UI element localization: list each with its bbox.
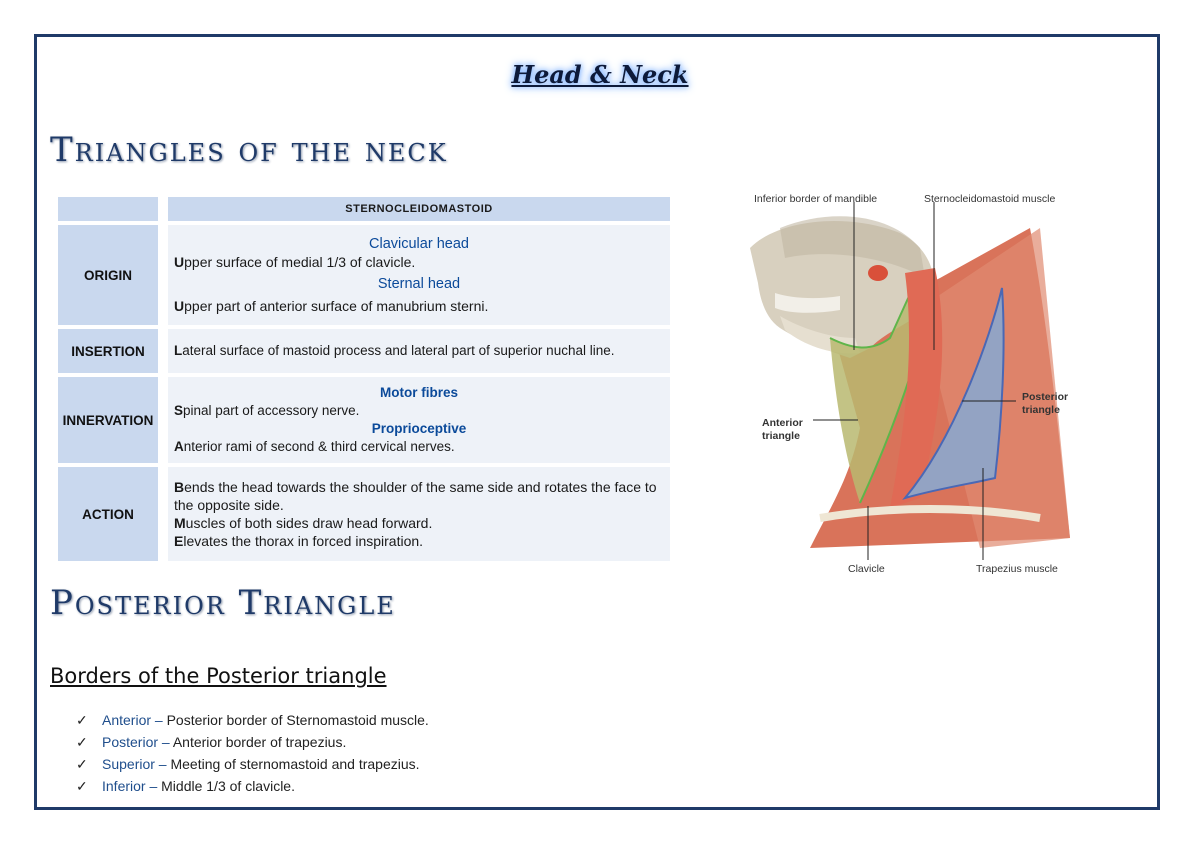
border-key: Inferior –: [102, 778, 158, 794]
list-item: [76, 775, 429, 797]
checkmark-icon: ✓: [76, 712, 88, 728]
action-text-2: uscles of both sides draw head forward.: [185, 515, 433, 531]
table-row-innervation: [58, 377, 670, 463]
section-heading-posterior-triangle: Posterior Triangle: [50, 583, 396, 623]
initial-letter: M: [174, 515, 186, 531]
list-item: [76, 753, 429, 775]
sternal-head-text: pper part of anterior surface of manubrium sterni.: [184, 298, 489, 314]
borders-list: [76, 709, 429, 797]
clavicular-head-title: Clavicular head: [369, 236, 469, 252]
motor-fibres-title: Motor fibres: [379, 385, 458, 400]
section-heading-triangles: Triangles of the neck: [50, 130, 448, 170]
table-column-header: STERNOCLEIDOMASTOID: [168, 197, 670, 221]
neck-illustration: [740, 188, 1080, 580]
table-row-insertion: [58, 329, 670, 373]
label-posterior-triangle: Posterior triangle: [1022, 391, 1069, 416]
neck-anatomy-figure: [740, 188, 1080, 580]
action-text-1: ends the head towards the shoulder of the same side and rotates the face to the opposite side.: [174, 479, 657, 513]
border-text: Anterior border of trapezius.: [169, 734, 347, 750]
sternal-head-title: Sternal head: [377, 276, 461, 292]
label-sternocleidomastoid-muscle: Sternocleidomastoid muscle: [924, 193, 1056, 205]
clavicular-head-text: pper surface of medial 1/3 of clavicle.: [184, 254, 416, 270]
row-label-innervation: INNERVATION: [58, 377, 158, 463]
insertion-text: ateral surface of mastoid process and lateral part of superior nuchal line.: [182, 343, 615, 358]
label-clavicle: Clavicle: [848, 563, 885, 575]
checkmark-icon: ✓: [76, 778, 88, 794]
checkmark-icon: ✓: [76, 734, 88, 750]
checkmark-icon: ✓: [76, 756, 88, 772]
initial-letter: S: [174, 403, 184, 418]
initial-letter: B: [174, 479, 185, 495]
motor-fibres-text: pinal part of accessory nerve.: [183, 403, 360, 418]
sternocleidomastoid-table: [58, 193, 670, 565]
border-key: Superior –: [102, 756, 167, 772]
borders-heading: Borders of the Posterior triangle: [50, 664, 387, 688]
table-row-origin: [58, 225, 670, 325]
border-key: Posterior –: [102, 734, 170, 750]
initial-letter: E: [174, 533, 184, 549]
table-row-action: [58, 467, 670, 561]
row-label-origin: ORIGIN: [58, 225, 158, 325]
label-inferior-border-mandible: Inferior border of mandible: [754, 193, 878, 205]
label-trapezius-muscle: Trapezius muscle: [976, 563, 1058, 575]
document-title: Head & Neck: [511, 60, 689, 89]
action-text-3: levates the thorax in forced inspiration.: [183, 533, 424, 549]
proprioceptive-text: nterior rami of second & third cervical nerves.: [183, 439, 455, 454]
initial-letter: A: [174, 439, 184, 454]
border-key: Anterior –: [102, 712, 163, 728]
border-text: Middle 1/3 of clavicle.: [157, 778, 295, 794]
list-item: [76, 709, 429, 731]
table-corner: [58, 197, 158, 221]
proprioceptive-title: Proprioceptive: [371, 421, 467, 436]
initial-letter: L: [174, 343, 183, 358]
border-text: Meeting of sternomastoid and trapezius.: [166, 756, 420, 772]
initial-letter: U: [174, 298, 185, 314]
initial-letter: U: [174, 254, 185, 270]
label-anterior-triangle: Anterior triangle: [762, 417, 803, 442]
border-text: Posterior border of Sternomastoid muscle.: [162, 712, 429, 728]
list-item: [76, 731, 429, 753]
row-label-insertion: INSERTION: [58, 329, 158, 373]
row-label-action: ACTION: [58, 467, 158, 561]
